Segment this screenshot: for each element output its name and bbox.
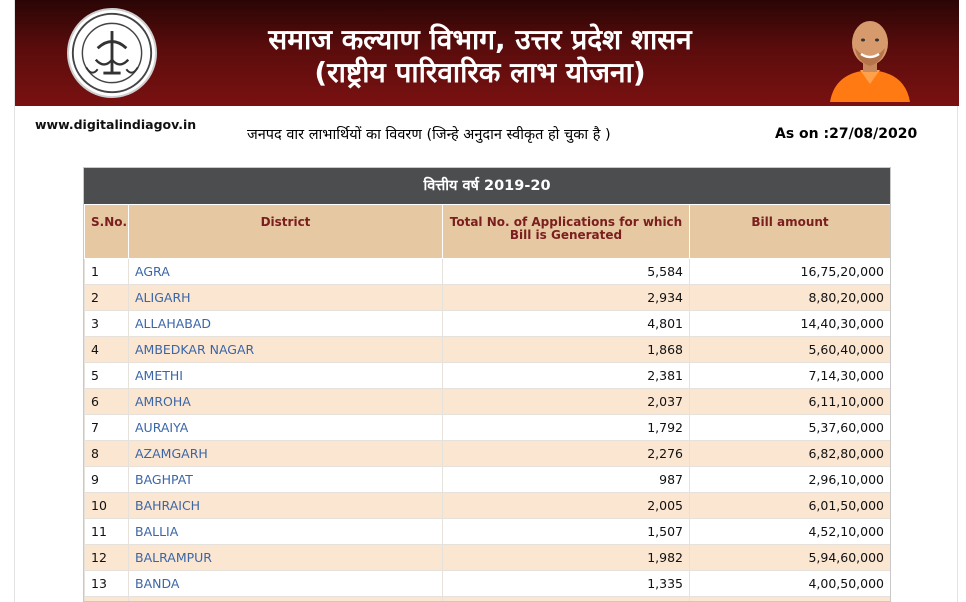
table-row [85, 493, 891, 519]
left-margin [0, 0, 14, 602]
row-sno: 13 [85, 571, 129, 597]
up-govt-emblem-icon [67, 8, 157, 98]
table-header-row [85, 205, 891, 259]
table-row [85, 597, 891, 602]
row-district-link[interactable]: BAHRAICH [129, 493, 443, 519]
row-applications: 1,792 [443, 415, 690, 441]
row-district-link[interactable]: ALLAHABAD [129, 311, 443, 337]
row-applications: 1,982 [443, 545, 690, 571]
row-sno: 2 [85, 285, 129, 311]
col-header-sno: S.No. [85, 205, 129, 259]
row-applications: 2,934 [443, 285, 690, 311]
table-row [85, 311, 891, 337]
row-district-link[interactable]: BALLIA [129, 519, 443, 545]
table-row [85, 545, 891, 571]
table-row [85, 259, 891, 285]
table-row [85, 415, 891, 441]
col-header-amount: Bill amount [690, 205, 891, 259]
row-sno: 9 [85, 467, 129, 493]
col-header-district: District [129, 205, 443, 259]
row-amount: 5,60,40,000 [690, 337, 891, 363]
beneficiary-grid [83, 167, 891, 602]
row-sno: 12 [85, 545, 129, 571]
row-applications: 2,005 [443, 493, 690, 519]
banner-title-line2: (राष्ट्रीय पारिवारिक लाभ योजना) [314, 56, 646, 89]
row-amount: 4,00,50,000 [690, 571, 891, 597]
row-applications: 1,335 [443, 571, 690, 597]
as-on-date: As on :27/08/2020 [775, 126, 918, 142]
row-district-link[interactable] [129, 597, 443, 602]
row-applications: 4,801 [443, 311, 690, 337]
row-amount: 2,96,10,000 [690, 467, 891, 493]
row-applications: 2,381 [443, 363, 690, 389]
row-sno: 1 [85, 259, 129, 285]
header-banner [15, 0, 959, 106]
row-amount: 6,82,80,000 [690, 441, 891, 467]
row-district-link[interactable]: AMETHI [129, 363, 443, 389]
row-amount: 16,75,20,000 [690, 259, 891, 285]
col-header-applications: Total No. of Applications for which Bill is Generated [443, 205, 690, 259]
row-applications: 1,868 [443, 337, 690, 363]
row-district-link[interactable]: AMBEDKAR NAGAR [129, 337, 443, 363]
row-sno: 4 [85, 337, 129, 363]
table-row [85, 363, 891, 389]
row-district-link[interactable]: AZAMGARH [129, 441, 443, 467]
table-row [85, 467, 891, 493]
row-district-link[interactable]: BALRAMPUR [129, 545, 443, 571]
row-district-link[interactable]: BANDA [129, 571, 443, 597]
row-amount [690, 597, 891, 602]
row-applications: 5,584 [443, 259, 690, 285]
table-row [85, 441, 891, 467]
table-row [85, 389, 891, 415]
financial-year-bar: वित्तीय वर्ष 2019-20 [84, 168, 890, 204]
table-row [85, 285, 891, 311]
row-amount: 8,80,20,000 [690, 285, 891, 311]
chief-minister-portrait [825, 10, 915, 102]
row-amount: 6,11,10,000 [690, 389, 891, 415]
district-table [84, 204, 891, 602]
row-applications: 1,507 [443, 519, 690, 545]
site-link[interactable]: www.digitalindiagov.in [35, 117, 197, 132]
row-amount: 4,52,10,000 [690, 519, 891, 545]
row-applications [443, 597, 690, 602]
row-district-link[interactable]: AGRA [129, 259, 443, 285]
table-row [85, 337, 891, 363]
row-applications: 2,037 [443, 389, 690, 415]
row-district-link[interactable]: AMROHA [129, 389, 443, 415]
row-sno: 5 [85, 363, 129, 389]
row-amount: 5,37,60,000 [690, 415, 891, 441]
row-sno: 3 [85, 311, 129, 337]
row-sno: 11 [85, 519, 129, 545]
row-sno: 8 [85, 441, 129, 467]
row-applications: 2,276 [443, 441, 690, 467]
banner-title-line1: समाज कल्याण विभाग, उत्तर प्रदेश शासन [268, 23, 692, 56]
row-district-link[interactable]: ALIGARH [129, 285, 443, 311]
row-sno [85, 597, 129, 602]
report-subtitle: जनपद वार लाभार्थियों का विवरण (जिन्हे अनुदान स्वीकृत हो चुका है ) [247, 127, 611, 143]
row-amount: 5,94,60,000 [690, 545, 891, 571]
table-row [85, 519, 891, 545]
row-district-link[interactable]: BAGHPAT [129, 467, 443, 493]
row-amount: 6,01,50,000 [690, 493, 891, 519]
row-applications: 987 [443, 467, 690, 493]
row-amount: 14,40,30,000 [690, 311, 891, 337]
row-sno: 7 [85, 415, 129, 441]
page-container [14, 0, 958, 602]
row-sno: 6 [85, 389, 129, 415]
row-sno: 10 [85, 493, 129, 519]
row-district-link[interactable]: AURAIYA [129, 415, 443, 441]
row-amount: 7,14,30,000 [690, 363, 891, 389]
table-row [85, 571, 891, 597]
